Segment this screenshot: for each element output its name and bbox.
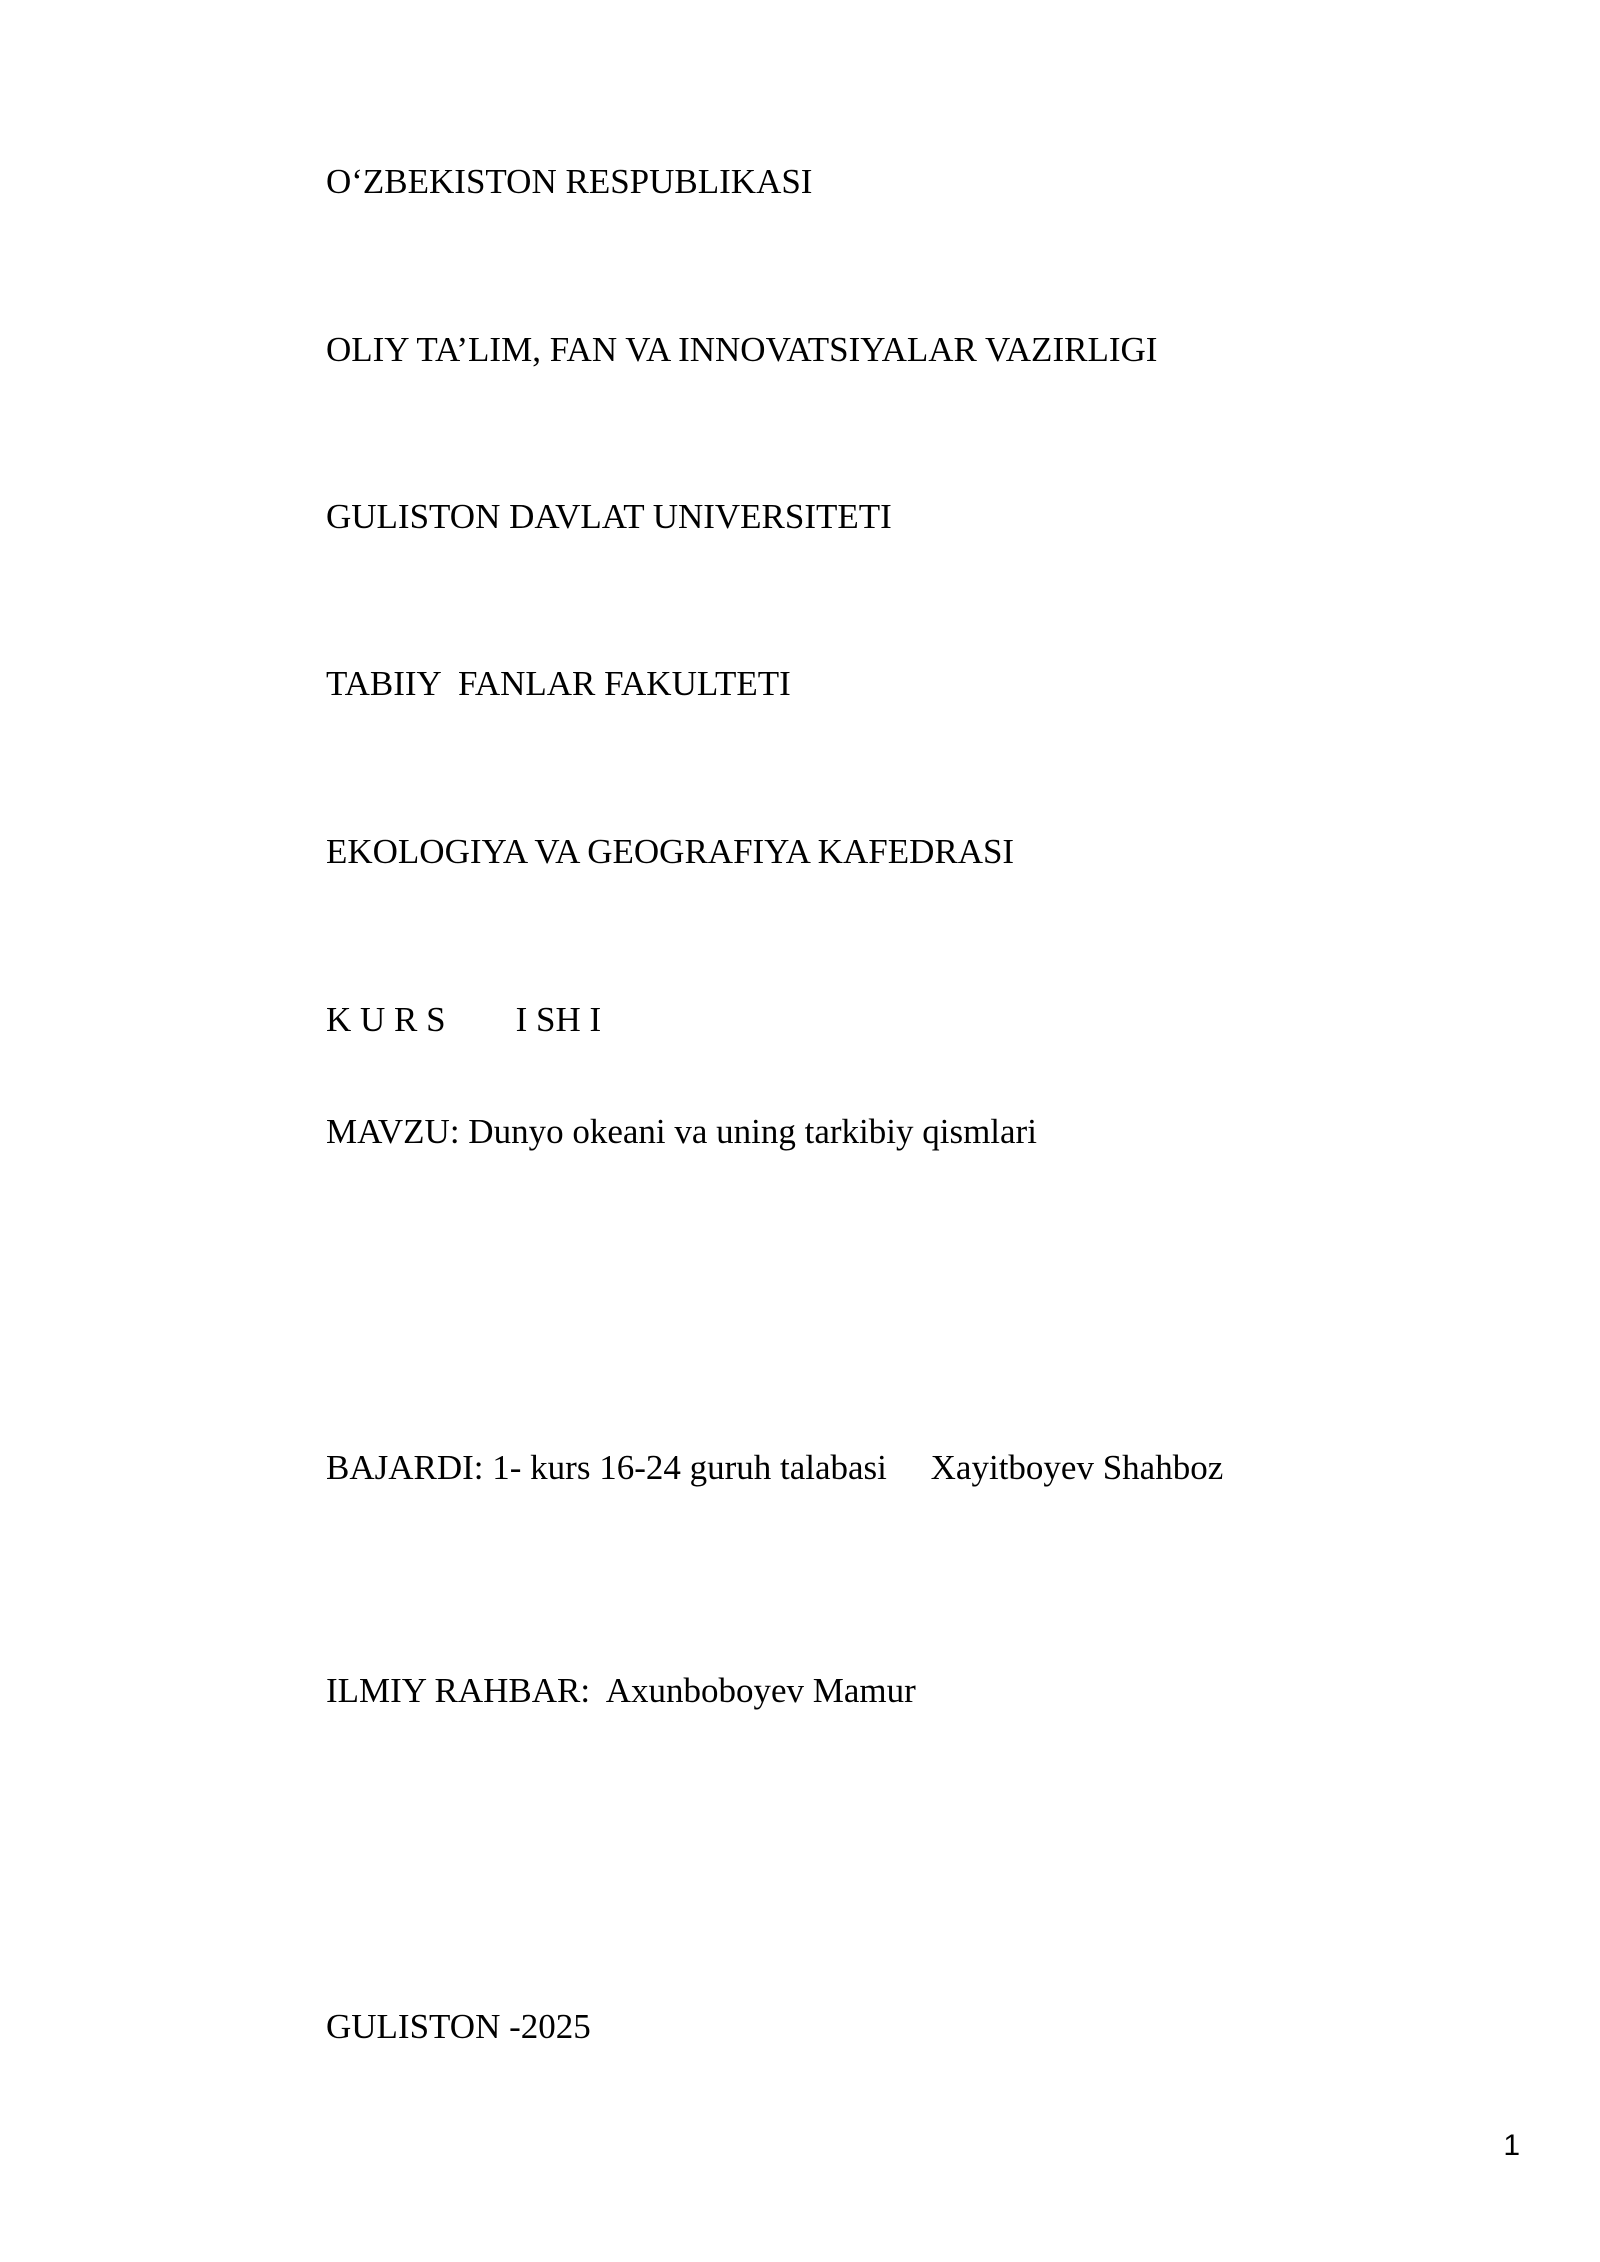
university-heading: GULISTON DAVLAT UNIVERSITETI [326, 497, 892, 536]
performer-line: BAJARDI: 1- kurs 16-24 guruh talabasi Xayitboyev Shahboz [326, 1448, 1224, 1487]
page-number: 1 [1503, 2129, 1520, 2162]
topic-line: MAVZU: Dunyo okeani va uning tarkibiy qismlari [326, 1112, 1037, 1151]
ministry-heading: OLIY TA’LIM, FAN VA INNOVATSIYALAR VAZIRLIGI [326, 330, 1158, 369]
country-heading: O‘ZBEKISTON RESPUBLIKASI [326, 162, 813, 201]
city-year-line: GULISTON -2025 [326, 2007, 591, 2046]
faculty-heading: TABIIY FANLAR FAKULTETI [326, 664, 791, 703]
department-heading: EKOLOGIYA VA GEOGRAFIYA KAFEDRASI [326, 832, 1015, 871]
work-type-title: K U R S I SH I [326, 1000, 602, 1039]
supervisor-line: ILMIY RAHBAR: Axunboboyev Mamur [326, 1671, 916, 1710]
